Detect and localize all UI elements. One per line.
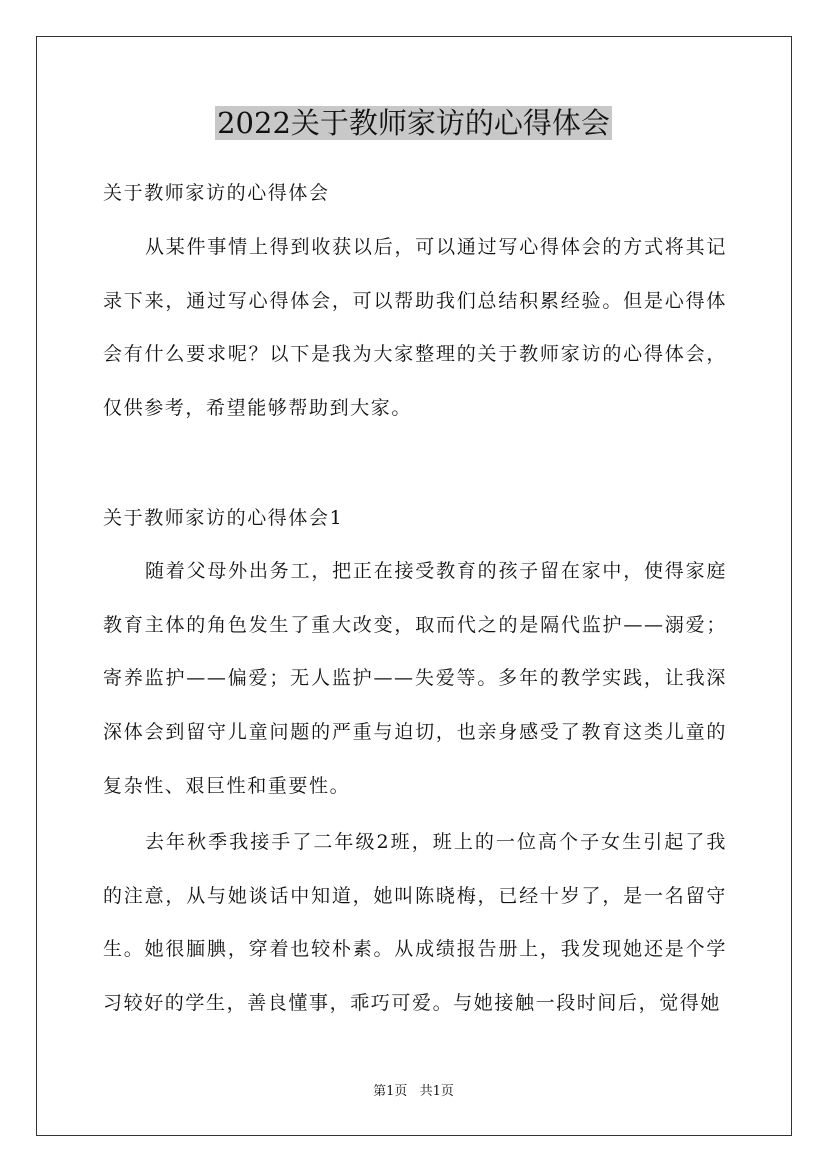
page-number-current: 第1页: [373, 1084, 408, 1099]
intro-heading: 关于教师家访的心得体会: [103, 182, 330, 204]
page-footer: [0, 1083, 827, 1101]
document-title: [0, 103, 827, 143]
intro-paragraph: 从某件事情上得到收获以后，可以通过写心得体会的方式将其记录下来，通过写心得体会，可以帮助我们总结积累经验。但是心得体会有什么要求呢？以下是我为大家整理的关于教师家访的心得体会，仅供参考，希望能够帮助到大家。: [103, 236, 727, 420]
page-number-total: 共1页: [419, 1084, 454, 1099]
section-paragraph-2: 去年秋季我接手了二年级2班，班上的一位高个子女生引起了我的注意，从与她谈话中知道，她叫陈晓梅，已经十岁了，是一名留守生。她很腼腆，穿着也较朴素。从成绩报告册上，我发现她还是个学习较好的学生，善良懂事，乖巧可爱。与她接触一段时间后，觉得她: [103, 831, 727, 1015]
document-title-text: 2022关于教师家访的心得体会: [217, 106, 610, 140]
section-heading: 关于教师家访的心得体会1: [103, 507, 344, 529]
section-paragraph-1: 随着父母外出务工，把正在接受教育的孩子留在家中，使得家庭教育主体的角色发生了重大改变，取而代之的是隔代监护——溺爱；寄养监护——偏爱；无人监护——失爱等。多年的教学实践，让我深深体会到留守儿童问题的严重与迫切，也亲身感受了教育这类儿童的复杂性、艰巨性和重要性。: [103, 560, 727, 797]
